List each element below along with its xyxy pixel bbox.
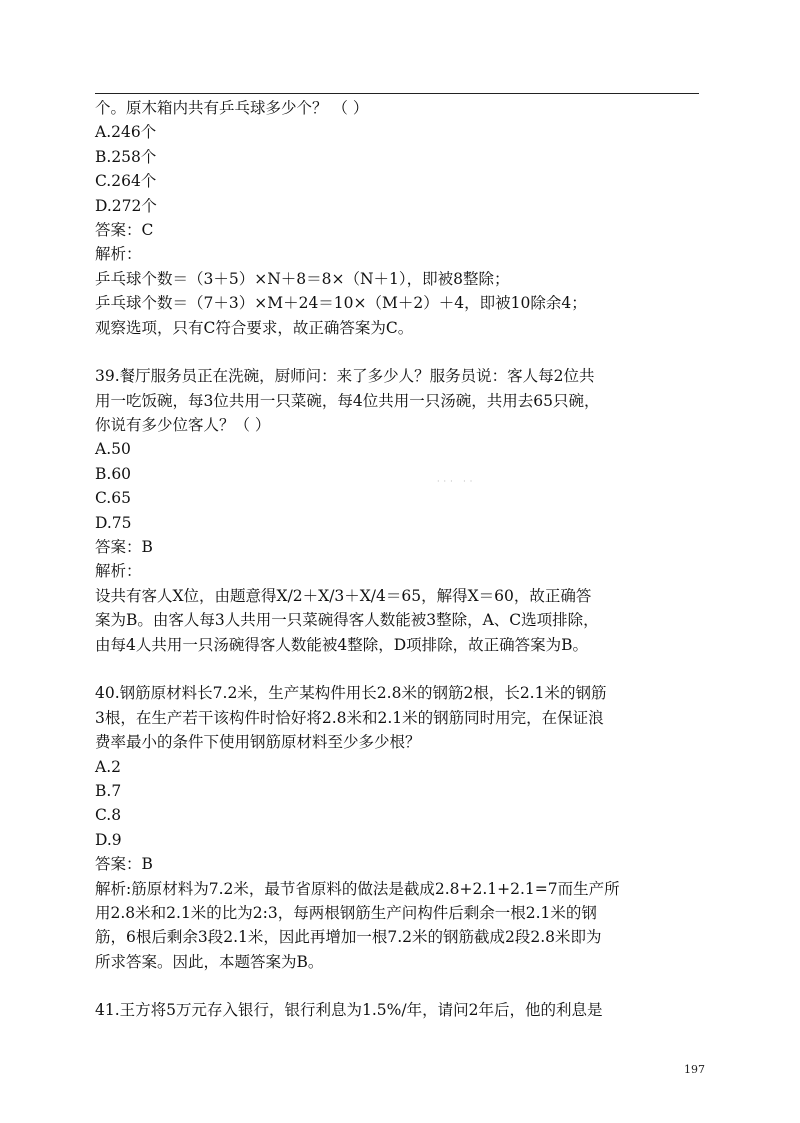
option-c: C.65: [95, 489, 131, 508]
question-41: [95, 998, 705, 1022]
analysis-label: 解析：: [95, 245, 142, 264]
answer-line: 答案：B: [95, 538, 153, 557]
analysis-line: 设共有客人X位，由题意得X/2＋X/3＋X/4＝65，解得X＝60，故正确答: [95, 586, 592, 605]
paragraph-gap: [95, 974, 705, 998]
option-b: B.258个: [95, 147, 157, 166]
question-stem-line: 用一吃饭碗，每3位共用一只菜碗，每4位共用一只汤碗，共用去65只碗，: [95, 391, 600, 410]
option-b: B.7: [95, 781, 122, 800]
question-stem-line: 个。原木箱内共有乒乓球多少个？ （ ）: [95, 99, 369, 117]
option-d: D.272个: [95, 196, 157, 215]
question-39: [95, 364, 705, 657]
analysis-line: 乒乓球个数＝（7＋3）×M＋24＝10×（M＋2）＋4，即被10除余4；: [95, 294, 587, 313]
page-number: 197: [684, 1063, 705, 1076]
analysis-line: 解析:筋原材料为7.2米，最节省原料的做法是截成2.8+2.1+2.1=7而生产所: [95, 879, 620, 898]
paragraph-gap: [95, 340, 705, 364]
option-a: A.50: [95, 440, 131, 459]
scan-artifact-dots: ··· ··: [437, 477, 477, 486]
option-d: D.75: [95, 513, 132, 532]
analysis-label: 解析：: [95, 562, 142, 581]
question-38: [95, 96, 705, 340]
option-a: A.2: [95, 757, 121, 776]
page-content: [95, 96, 705, 1023]
analysis-line: 筋，6根后剩余3段2.1米，因此再增加一根7.2米的钢筋截成2段2.8米即为: [95, 928, 602, 947]
option-a: A.246个: [95, 123, 157, 142]
question-stem-line: 你说有多少位客人？（ ）: [95, 416, 271, 435]
option-b: B.60: [95, 464, 132, 483]
question-stem-line: 费率最小的条件下使用钢筋原材料至少多少根？: [95, 733, 421, 752]
analysis-line: 所求答案。因此，本题答案为B。: [95, 952, 324, 971]
analysis-line: 由每4人共用一只汤碗得客人数能被4整除，D项排除，故正确答案为B。: [95, 635, 589, 654]
option-d: D.9: [95, 830, 122, 849]
analysis-line: 用2.8米和2.1米的比为2:3，每两根钢筋生产问构件后剩余一根2.1米的钢: [95, 903, 597, 922]
question-stem-line: 40.钢筋原材料长7.2米，生产某构件用长2.8米的钢筋2根，长2.1米的钢筋: [95, 684, 607, 703]
question-stem-line: 3根，在生产若干该构件时恰好将2.8米和2.1米的钢筋同时用完，在保证浪: [95, 708, 604, 727]
answer-line: 答案：C: [95, 220, 154, 239]
question-40: [95, 681, 705, 974]
analysis-line: 观察选项，只有C符合要求，故正确答案为C。: [95, 318, 414, 337]
option-c: C.264个: [95, 172, 157, 191]
analysis-line: 案为B。由客人每3人共用一只菜碗得客人数能被3整除，A、C选项排除，: [95, 611, 599, 630]
answer-line: 答案：B: [95, 855, 153, 874]
question-stem-line: 41.王方将5万元存入银行，银行利息为1.5%/年，请问2年后，他的利息是: [95, 1001, 603, 1020]
analysis-line: 乒乓球个数＝（3＋5）×N＋8＝8×（N＋1），即被8整除；: [95, 269, 510, 288]
option-c: C.8: [95, 806, 122, 825]
paragraph-gap: [95, 657, 705, 681]
question-stem-line: 39.餐厅服务员正在洗碗，厨师问：来了多少人？服务员说：客人每2位共: [95, 367, 595, 386]
header-rule: [95, 93, 699, 94]
